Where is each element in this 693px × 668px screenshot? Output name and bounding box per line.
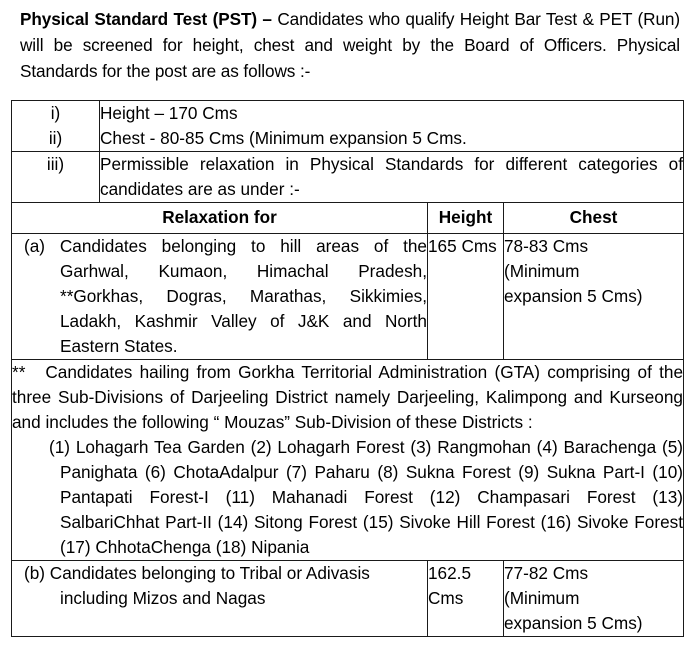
row-b-height: 162.5 Cms <box>428 561 504 637</box>
row-a-chest-line2: (Minimum <box>504 261 580 281</box>
intro-body: Candidates who qualify Height Bar Test & PET (Run) will be screened for height, chest and weight by the Board of Officers. Physical Standards for the post are as follows :- <box>20 9 680 81</box>
row-b-chest-line1: 77-82 Cms <box>504 563 589 583</box>
marker-ii: ii) <box>48 128 63 148</box>
row-b-chest-line2: (Minimum <box>504 588 580 608</box>
row-b-chest-line3: expansion 5 Cms) <box>504 613 643 633</box>
row-a-marker: (a) <box>24 236 46 256</box>
table-row-a <box>12 234 684 360</box>
row-b-description <box>12 561 427 611</box>
row-a-description-cell <box>12 234 428 360</box>
row-a-description <box>12 234 427 359</box>
row-a-chest-line1: 78-83 Cms <box>504 236 589 256</box>
row-a-height: 165 Cms <box>428 234 504 360</box>
gta-mouzas-list: (1) Lohagarh Tea Garden (2) Lohagarh Forest (3) Rangmohan (4) Barachenga (5) Panighata (6) ChotaAdalpur (7) Paharu (8) Sukna Forest (9) Sukna Part-I (10) Pantapati Forest-I (11) Mahanadi Forest (12) Champasari Forest (13) SalbariChhat Part-II (14) Sitong Forest (15) Sivoke Hill Forest (16) Sivoke Forest (17) ChhotaChenga (18) Nipania <box>49 437 683 557</box>
table-header-row <box>12 203 684 234</box>
marker-i: i) <box>50 103 61 123</box>
numbered-text-iii: Permissible relaxation in Physical Standards for different categories of candidates are as under :- <box>100 152 684 203</box>
column-header-relaxation: Relaxation for <box>12 203 428 234</box>
gta-note-paragraph <box>12 360 683 435</box>
table-row-b <box>12 561 684 637</box>
gta-stars: ** <box>12 362 26 382</box>
marker-iii-cell <box>12 152 100 203</box>
column-header-height: Height <box>428 203 504 234</box>
table-row-numbered-i-ii <box>12 101 684 152</box>
physical-standards-table <box>11 100 684 637</box>
table-row-gta-note <box>12 360 684 561</box>
table-row-numbered-iii <box>12 152 684 203</box>
marker-iii: iii) <box>46 154 65 174</box>
row-b-chest <box>504 561 684 637</box>
numbered-text-i: Height – 170 Cms <box>100 103 238 123</box>
row-a-text: Candidates belonging to hill areas of the Garhwal, Kumaon, Himachal Pradesh, **Gorkhas, Dogras, Marathas, Sikkimies, Ladakh, Kashmir Valley of J&K and North Eastern States. <box>59 236 427 356</box>
numbered-markers-i-ii <box>12 101 100 152</box>
gta-note-cell <box>12 360 684 561</box>
row-b-text: Candidates belonging to Tribal or Adivasis including Mizos and Nagas <box>49 563 370 608</box>
row-b-marker: (b) <box>24 563 46 583</box>
intro-paragraph <box>20 6 680 84</box>
numbered-text-ii: Chest - 80-85 Cms (Minimum expansion 5 Cms. <box>100 128 467 148</box>
intro-heading: Physical Standard Test (PST) – <box>20 9 272 29</box>
numbered-text-i-ii <box>100 101 684 152</box>
row-a-chest <box>504 234 684 360</box>
column-header-chest: Chest <box>504 203 684 234</box>
row-b-description-cell <box>12 561 428 637</box>
gta-note-text: Candidates hailing from Gorkha Territorial Administration (GTA) comprising of the three Sub-Divisions of Darjeeling District namely Darjeeling, Kalimpong and Kurseong and includes the following “ Mouzas” Sub-Division of these Districts : <box>12 362 683 432</box>
row-a-chest-line3: expansion 5 Cms) <box>504 286 643 306</box>
